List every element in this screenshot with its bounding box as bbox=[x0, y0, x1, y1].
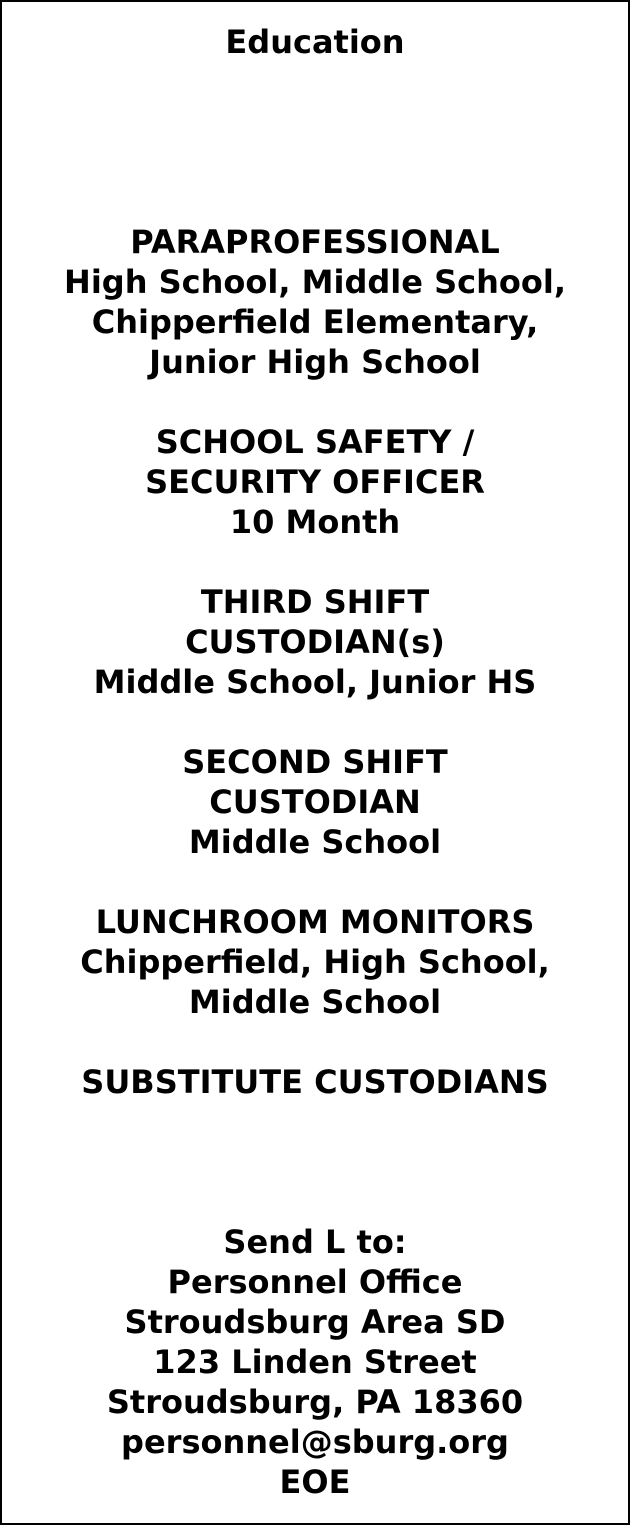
contact-city: Stroudsburg, PA 18360 bbox=[106, 1383, 524, 1421]
job-listing-second-shift-custodian bbox=[2, 742, 628, 862]
job-listing-safety-officer bbox=[2, 422, 628, 542]
job-title: SECOND SHIFT bbox=[182, 743, 448, 781]
job-title: THIRD SHIFT bbox=[200, 583, 430, 621]
contact-office: Personnel Office bbox=[167, 1263, 463, 1301]
job-listing-substitute-custodians bbox=[2, 1062, 628, 1102]
job-location: Chipperfield, High School, bbox=[80, 943, 550, 981]
job-title: PARAPROFESSIONAL bbox=[130, 223, 500, 261]
job-title: CUSTODIAN bbox=[209, 783, 421, 821]
job-title: SECURITY OFFICER bbox=[145, 463, 485, 501]
eoe-notice: EOE bbox=[279, 1463, 351, 1501]
category-heading: Education bbox=[225, 23, 405, 61]
job-listing-paraprofessional bbox=[2, 222, 628, 382]
job-title: SUBSTITUTE CUSTODIANS bbox=[81, 1063, 549, 1101]
job-location: Middle School bbox=[188, 823, 442, 861]
contact-email: personnel@sburg.org bbox=[121, 1423, 509, 1461]
job-listings bbox=[2, 222, 628, 1102]
contact-district: Stroudsburg Area SD bbox=[124, 1303, 506, 1341]
job-location: Junior High School bbox=[149, 343, 481, 381]
job-location: Middle School bbox=[188, 983, 442, 1021]
job-location: High School, Middle School, bbox=[64, 263, 566, 301]
contact-intro: Send L to: bbox=[223, 1223, 407, 1261]
job-location: Middle School, Junior HS bbox=[93, 663, 537, 701]
job-term: 10 Month bbox=[229, 503, 401, 541]
job-title: LUNCHROOM MONITORS bbox=[95, 903, 535, 941]
job-location: Chipperfield Elementary, bbox=[91, 303, 539, 341]
contact-block bbox=[2, 1222, 628, 1502]
job-listing-third-shift-custodian bbox=[2, 582, 628, 702]
contact-street: 123 Linden Street bbox=[153, 1343, 477, 1381]
job-listing-lunchroom-monitors bbox=[2, 902, 628, 1022]
job-title: SCHOOL SAFETY / bbox=[155, 423, 475, 461]
job-title: CUSTODIAN(s) bbox=[185, 623, 445, 661]
